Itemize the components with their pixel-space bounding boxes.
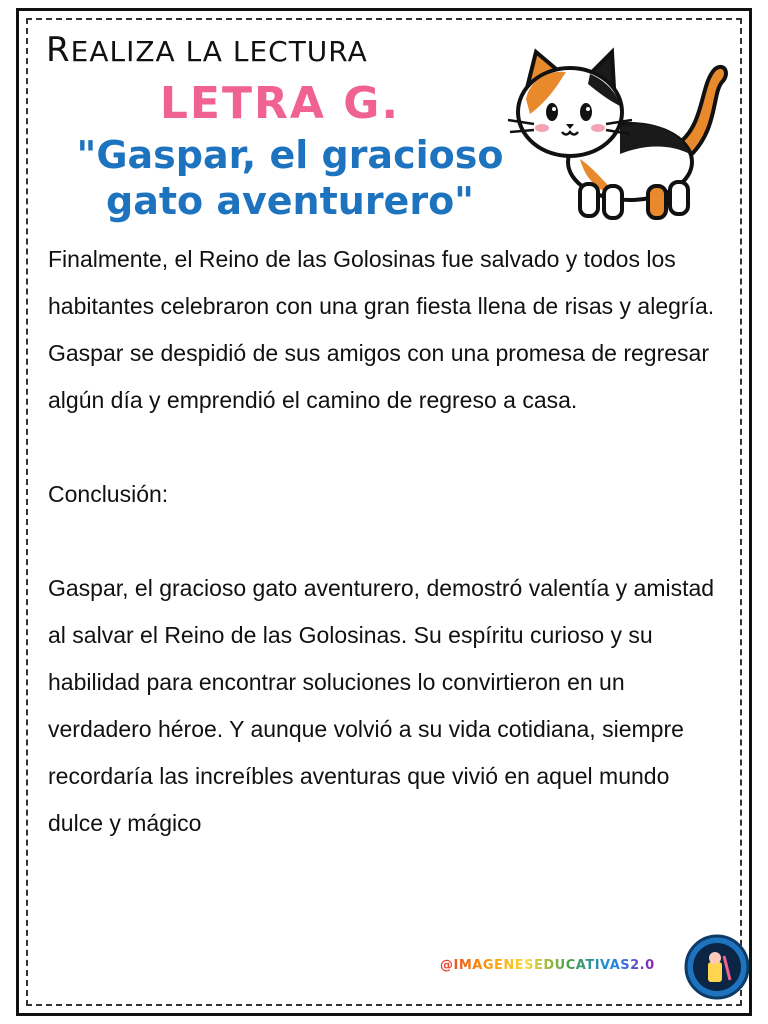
heading-initial: R (46, 30, 71, 70)
letter-title: LETRA G. (159, 78, 401, 129)
paragraph-1: Finalmente, el Reino de las Golosinas fue salvado y todos los habitantes celebraron con una gran fiesta llena de risas y alegría. Gaspar se despidió de sus amigos con una promesa de regresar algún día y emprendió el camino de regreso a casa. (48, 246, 715, 413)
paragraph-spacer (48, 424, 728, 471)
brand-watermark (440, 958, 655, 973)
reading-text (48, 236, 728, 847)
instruction-heading (46, 30, 368, 70)
paragraph-spacer (48, 518, 728, 565)
story-title-line1: "Gaspar, el gracioso (76, 133, 504, 177)
story-title-line2: gato aventurero" (106, 179, 474, 223)
badge-logo-icon (684, 934, 750, 1000)
heading-rest: EALIZA LA LECTURA (70, 35, 368, 68)
story-title (30, 132, 550, 224)
paragraph-2: Gaspar, el gracioso gato aventurero, demostró valentía y amistad al salvar el Reino de las Golosinas. Su espíritu curioso y su habilidad para encontrar soluciones lo convirtieron en un verdadero héroe. Y aunque volvió a su vida cotidiana, siempre recordaría las increíbles aventuras que vivió en aquel mundo dulce y mágico (48, 575, 715, 836)
brand-text: @IMAGENESEDUCATIVAS2.0 (440, 958, 655, 973)
conclusion-label: Conclusión: (48, 481, 169, 507)
cat-icon (500, 44, 730, 224)
